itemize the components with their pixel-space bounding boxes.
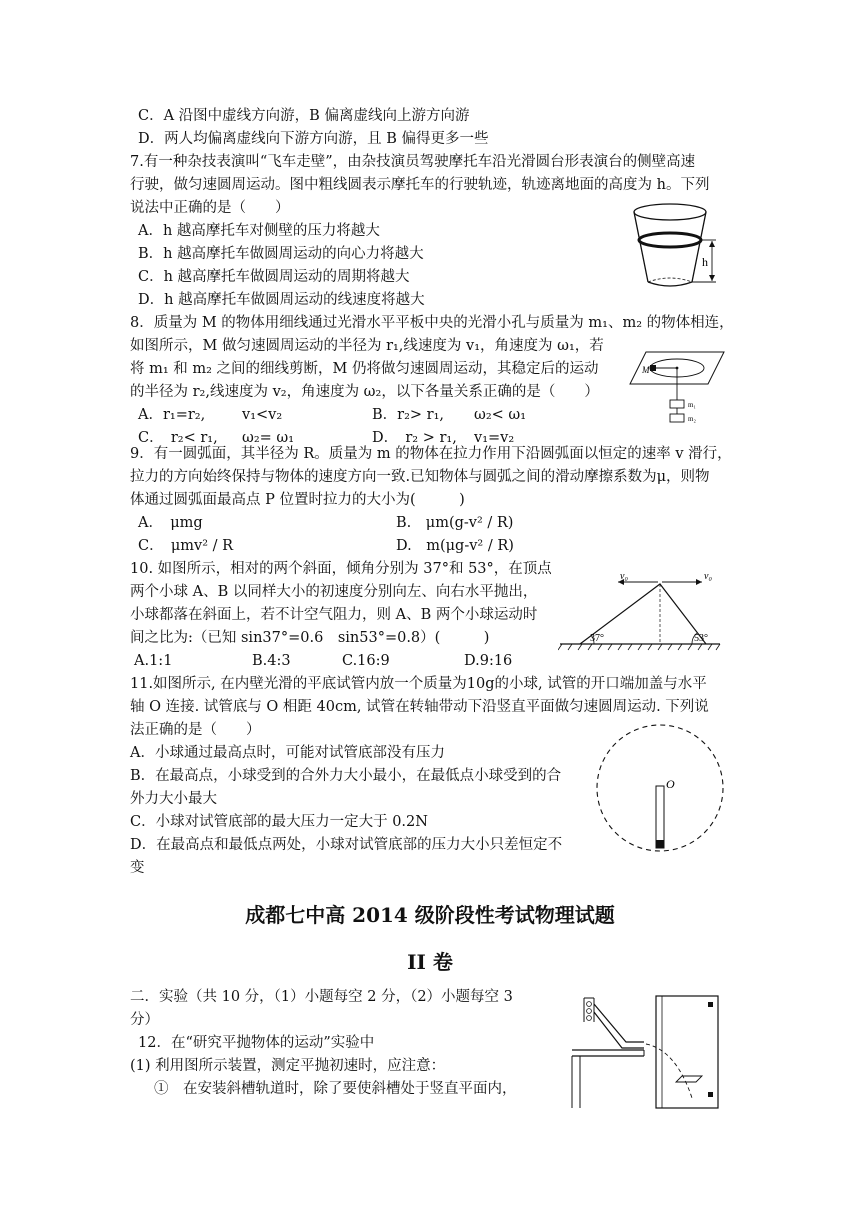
q11-stem-line1: 11.如图所示, 在内壁光滑的平底试管内放一个质量为10g的小球, 试管的开口端加盖与水平 [130,676,707,692]
q10-option-a: A.1:1 [134,653,173,669]
q11-option-c: C．小球对试管底部的最大压力一定大于 0.2N [130,814,428,830]
q11-option-b-line1: B．在最高点，小球受到的合外力大小最小，在最低点小球受到的合 [130,768,562,784]
q12-apparatus-figure [568,992,726,1110]
q10-stem-line2: 两个小球 A、B 以同样大小的初速度分别向左、向右水平抛出， [130,584,538,600]
q11-option-d-line2: 变 [130,860,145,876]
q11-option-a: A．小球通过最高点时，可能对试管底部没有压力 [130,745,445,761]
q7-option-a: A．h 越高摩托车对侧壁的压力将越大 [138,223,380,239]
q8-option-d-v: v₁=v₂ [474,430,515,446]
q8-stem-line1: 8．质量为 M 的物体用细线通过光滑水平平板中央的光滑小孔与质量为 m₁、m₂ 的物体相连， [130,315,734,331]
q7-option-b: B．h 越高摩托车做圆周运动的向心力将越大 [138,246,424,262]
q12-stem: 12．在“研究平抛物体的运动”实验中 [138,1035,375,1051]
q8-option-c-r: C． r₂< r₁, [138,430,218,446]
q10-incline-figure [558,568,724,652]
q10-angle-53-label: 53° [694,633,708,644]
q11-axis-O-label: O [666,777,675,791]
q8-option-b-r: B．r₂> r₁, [372,407,445,423]
q6-option-c: C．A 沿图中虚线方向游，B 偏离虚线向上游方向游 [138,108,470,124]
q12-subquestion-1: (1) 利用图所示装置，测定平抛初速时，应注意： [130,1058,446,1074]
q7-height-label: h [702,255,708,269]
q8-mass-m1-label: m₁ [688,401,696,409]
q10-option-d: D.9:16 [464,653,513,669]
q9-option-b: B. μm(g-v² / R) [396,515,514,531]
q7-stem-line2: 行驶，做匀速圆周运动。图中粗线圆表示摩托车的行驶轨迹，轨迹离地面的高度为 h。下列 [130,177,710,193]
q9-option-c: C． μmv² / R [138,538,234,554]
part2-heading-line1: 二．实验（共 10 分，（1）小题每空 2 分，（2）小题每空 3 [130,989,513,1005]
q8-option-d-r: D． r₂ > r₁, [372,430,457,446]
q8-mass-M-label: M [642,365,650,375]
q8-stem-line3: 将 m₁ 和 m₂ 之间的细线剪断，M 仍将做匀速圆周运动，其稳定后的运动 [130,361,599,377]
q10-stem-line1: 10. 如图所示，相对的两个斜面，倾角分别为 37°和 53°，在顶点 [130,561,552,577]
q12-item-1: ① 在安装斜槽轨道时，除了要使斜槽处于竖直平面内， [154,1081,517,1097]
q11-option-d-line1: D．在最高点和最低点两处，小球对试管底部的压力大小只差恒定不 [130,837,563,853]
q10-stem-line4: 间之比为:（已知 sin37°=0.6 sin53°=0.8）( ) [130,630,490,646]
q10-angle-37-label: 37° [590,633,604,644]
q8-mass-m2-label: m₂ [688,415,696,423]
exam-title: 成都七中高 2014 级阶段性考试物理试题 [245,903,615,927]
part2-heading-line2: 分） [130,1012,159,1028]
q8-stem-line2: 如图所示，M 做匀速圆周运动的半径为 r₁,线速度为 v₁，角速度为 ω₁，若 [130,338,604,354]
q8-table-figure [628,348,728,428]
q8-option-b-w: ω₂< ω₁ [474,407,527,423]
q7-option-c: C．h 越高摩托车做圆周运动的周期将越大 [138,269,410,285]
q6-option-d: D．两人均偏离虚线向下游方向游，且 B 偏得更多一些 [138,131,489,147]
q11-tube-figure [592,716,728,854]
q8-option-a-r: A．r₁=r₂, [138,407,206,423]
q11-stem-line3: 法正确的是（ ） [130,722,261,738]
q9-stem-line3: 体通过圆弧面最高点 P 位置时拉力的大小为( ) [130,492,465,508]
q9-option-a: A． μmg [138,515,203,531]
q8-option-a-v: v₁<v₂ [242,407,283,423]
q10-v0-left-label: v₀ [620,571,628,582]
q8-stem-line4: 的半径为 r₂,线速度为 v₂，角速度为 ω₂，以下各量关系正确的是（ ） [130,384,599,400]
q11-option-b-line2: 外力大小最大 [130,791,217,807]
q9-stem-line2: 拉力的方向始终保持与物体的速度方向一致.已知物体与圆弧之间的滑动摩擦系数为μ，则物 [130,469,710,485]
q11-stem-line2: 轴 O 连接. 试管底与 O 相距 40cm, 试管在转轴带动下沿竖直平面做匀速圆周运动. 下列说 [130,699,709,715]
q10-option-b: B.4:3 [252,653,291,669]
q7-cone-figure [628,200,728,292]
q10-option-c: C.16:9 [342,653,390,669]
q8-option-c-w: ω₂= ω₁ [242,430,295,446]
q7-stem-line1: 7.有一种杂技表演叫“飞车走壁”，由杂技演员驾驶摩托车沿光滑圆台形表演台的侧壁高速 [130,154,696,170]
q9-stem-line1: 9．有一圆弧面，其半径为 R。质量为 m 的物体在拉力作用下沿圆弧面以恒定的速率 v 滑行， [130,446,732,462]
section-subtitle: II 卷 [407,950,453,974]
q7-stem-line3: 说法中正确的是（ ） [130,200,290,216]
q7-option-d: D．h 越高摩托车做圆周运动的线速度将越大 [138,292,425,308]
q10-v0-right-label: v₀ [704,571,712,582]
q9-option-d: D. m(μg-v² / R) [396,538,514,554]
q10-stem-line3: 小球都落在斜面上，若不计空气阻力，则 A、B 两个小球运动时 [130,607,538,623]
